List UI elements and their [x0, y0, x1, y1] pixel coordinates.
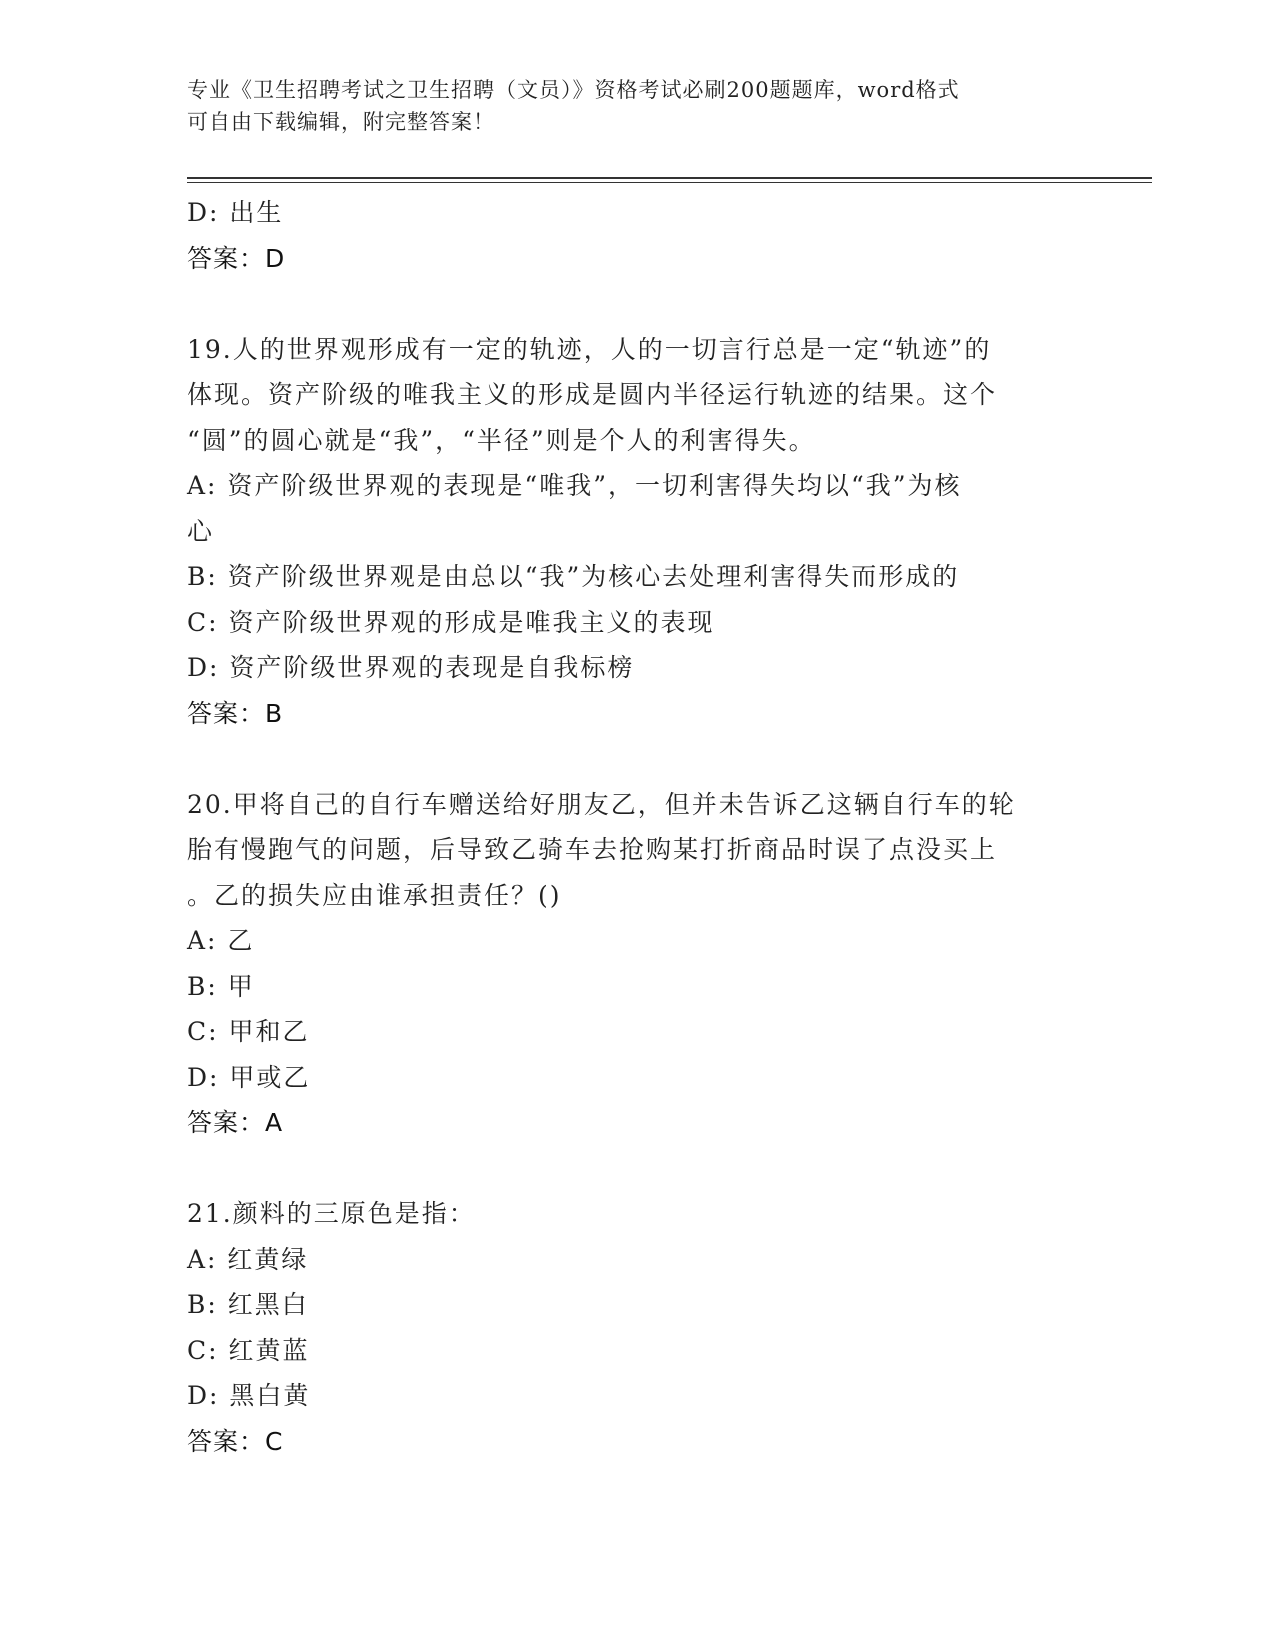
- header-title-line-2: 可自由下载编辑，附完整答案！: [187, 110, 495, 134]
- option-a: A: 红黄绿: [187, 1244, 309, 1274]
- question-stem-line: 20.甲将自己的自行车赠送给好朋友乙，但并未告诉乙这辆自行车的轮: [187, 789, 1016, 819]
- option-d: D: 黑白黄: [187, 1381, 311, 1410]
- question-18-tail: [187, 190, 1087, 281]
- option-b: B: 资产阶级世界观是由总以“我”为核心去处理利害得失而形成的: [187, 562, 960, 591]
- question-21: [187, 1191, 1087, 1464]
- option-c: C: 甲和乙: [187, 1017, 310, 1046]
- header-divider-thick: [187, 177, 1152, 179]
- option-b: B: 红黑白: [187, 1290, 309, 1319]
- option-c: C: 资产阶级世界观的形成是唯我主义的表现: [187, 607, 715, 637]
- question-stem-line: 体现。资产阶级的唯我主义的形成是圆内半径运行轨迹的结果。这个: [187, 380, 998, 409]
- option-a-continued: 心: [187, 516, 215, 546]
- answer-line: 答案：C: [187, 1426, 284, 1456]
- spacer: [187, 1146, 1087, 1192]
- option-d: D: 甲或乙: [187, 1062, 311, 1092]
- document-header: [187, 74, 1067, 138]
- header-title-line-1: 专业《卫生招聘考试之卫生招聘（文员）》资格考试必刷200题题库，word格式: [187, 78, 960, 102]
- option-b: B: 甲: [187, 971, 255, 1001]
- option-a: A: 乙: [187, 926, 255, 955]
- question-stem-line: 19.人的世界观形成有一定的轨迹，人的一切言行总是一定“轨迹”的: [187, 334, 992, 364]
- answer-line: 答案：A: [187, 1108, 284, 1137]
- answer-line: 答案：D: [187, 243, 286, 273]
- question-19: [187, 327, 1087, 737]
- question-20: [187, 782, 1087, 1146]
- question-stem-line: “圆”的圆心就是“我”，“半径”则是个人的利害得失。: [187, 425, 816, 455]
- option-a: A: 资产阶级世界观的表现是“唯我”，一切利害得失均以“我”为核: [187, 471, 962, 500]
- question-list: [187, 190, 1087, 1464]
- spacer: [187, 281, 1087, 327]
- answer-line: 答案：B: [187, 698, 284, 728]
- spacer: [187, 736, 1087, 782]
- option-d: D: 出生: [187, 198, 284, 227]
- question-stem-line: 。乙的损失应由谁承担责任？(): [187, 880, 562, 910]
- option-d: D: 资产阶级世界观的表现是自我标榜: [187, 653, 635, 682]
- option-c: C: 红黄蓝: [187, 1335, 310, 1365]
- question-stem-line: 21.颜料的三原色是指：: [187, 1199, 476, 1228]
- question-stem-line: 胎有慢跑气的问题，后导致乙骑车去抢购某打折商品时误了点没买上: [187, 835, 998, 864]
- header-divider-thin: [187, 182, 1152, 183]
